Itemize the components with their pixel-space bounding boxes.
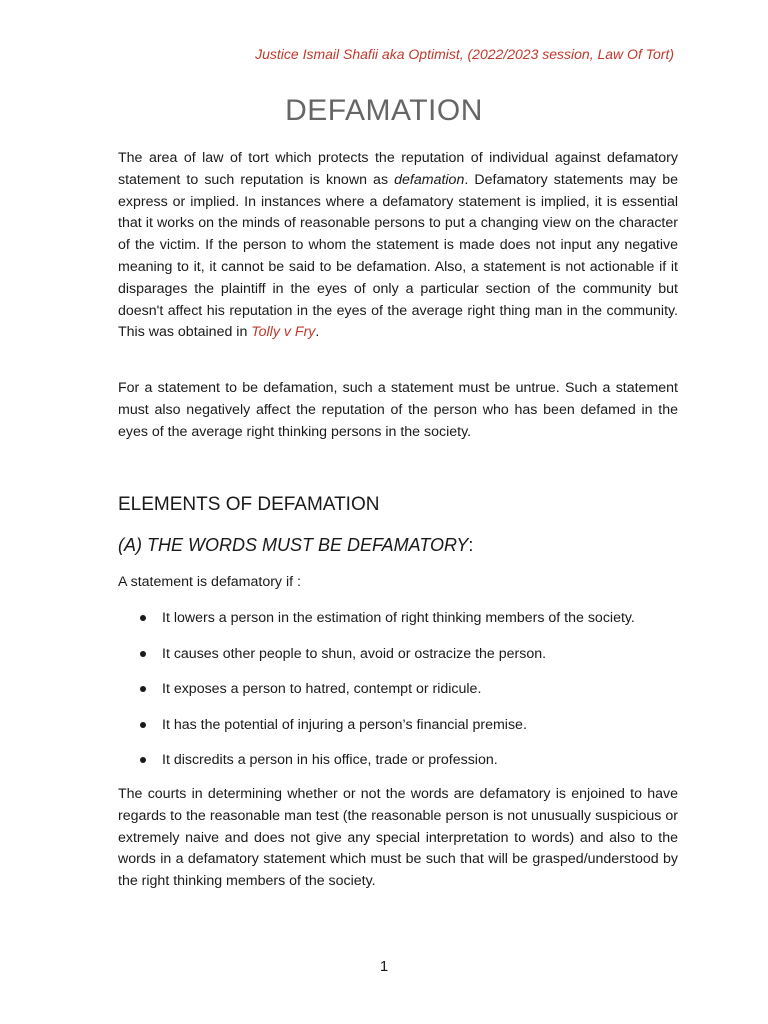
intro-paragraph xyxy=(118,148,678,344)
subsection-heading xyxy=(118,535,473,556)
list-item-text: It lowers a person in the estimation of right thinking members of the society. xyxy=(162,610,635,626)
bullet-icon xyxy=(140,615,146,621)
paragraph-text: . Defamatory statements may be express or implied. In instances where a defamatory statement is implied, it is essential that it works on the minds of reasonable persons to put a changing view on the character of the victim. If the person to whom the statement is made does not input any negative meaning to it, it cannot be said to be defamation. Also, a statement is not actionable if it disparages the plaintiff in the eyes of only a particular section of the community but doesn't affect his reputation in the eyes of the average right thing man in the community. This was obtained in xyxy=(118,171,678,341)
list-item xyxy=(118,644,678,680)
bullet-icon xyxy=(140,651,146,657)
page-number: 1 xyxy=(379,958,389,975)
list-item xyxy=(118,750,678,786)
list-item-text: It causes other people to shun, avoid or ostracize the person. xyxy=(162,645,547,662)
defamation-term: defamation xyxy=(394,171,465,188)
section-heading: ELEMENTS OF DEFAMATION xyxy=(118,494,380,515)
list-item-text: It has the potential of injuring a person’s financial premise. xyxy=(162,716,527,733)
list-item xyxy=(118,608,678,644)
list-item-text: It discredits a person in his office, trade or profession. xyxy=(162,752,498,768)
paragraph-text: The area of law of tort which protects the reputation of individual against defamatory statement to such reputation is known as xyxy=(118,150,678,188)
case-citation: Tolly v Fry xyxy=(251,324,316,341)
list-intro: A statement is defamatory if : xyxy=(118,574,301,590)
paragraph-text: . xyxy=(315,324,320,341)
bullet-icon xyxy=(140,757,146,763)
bullet-icon xyxy=(140,722,146,728)
definition-paragraph: For a statement to be defamation, such a statement must be untrue. Such a statement must also negatively affect the reputation of the person who has been defamed in the eyes of the average right thinking persons in the society. xyxy=(118,380,678,440)
running-header: Justice Ismail Shafii aka Optimist, (2022/2023 session, Law Of Tort) xyxy=(255,46,674,62)
subsection-label: (A) THE WORDS MUST BE DEFAMATORY xyxy=(118,535,469,555)
list-item xyxy=(118,715,678,751)
list-item xyxy=(118,679,678,715)
reasonable-man-paragraph: The courts in determining whether or not the words are defamatory is enjoined to have regards to the reasonable man test (the reasonable person is not unusually suspicious or extremely naive and does not give any special interpretation to words) and also to the words in a defamatory statement which must be such that will be grasped/understood by the right thinking members of the society. xyxy=(118,786,678,890)
bullet-icon xyxy=(140,686,146,692)
defamatory-criteria-list xyxy=(118,608,678,786)
list-item-text: It exposes a person to hatred, contempt or ridicule. xyxy=(162,681,482,697)
subsection-colon: : xyxy=(468,535,474,555)
page-title: DEFAMATION xyxy=(285,94,483,127)
